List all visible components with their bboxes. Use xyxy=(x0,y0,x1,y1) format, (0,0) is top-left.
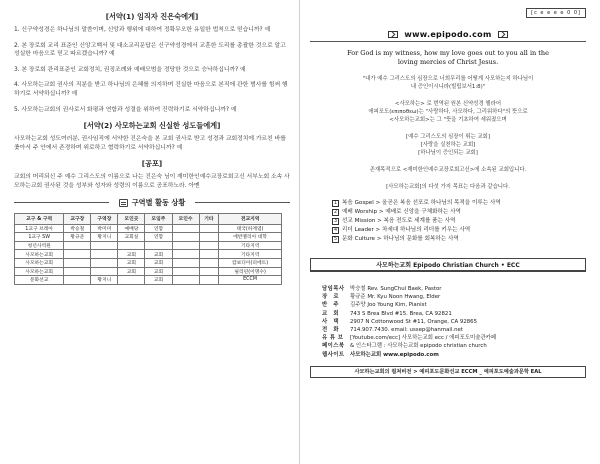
table-cell xyxy=(172,241,199,250)
desc-line: [하나님이 증인되는 교회] xyxy=(418,150,478,156)
info-value[interactable]: 714.907.7430. email: ussep@hanmail.net xyxy=(350,327,463,334)
info-key: 반 주 xyxy=(322,302,340,309)
info-value: 박승철 Rev. SungChul Baek, Pastor xyxy=(350,286,442,292)
info-row xyxy=(322,334,586,342)
info-value[interactable]: [Youtube.com/ecc] 사모하는교회 ecc / 에피포도미술관카페 xyxy=(350,335,497,342)
pledge1-item-4: 4. 사모하는교회 권사의 직분을 받고 하나님의 은혜를 의지하며 진실한 마음으로 본직에 관한 범사를 힘써 행하기로 서약하십니까? 예 xyxy=(14,82,288,97)
table-cell: 교회 xyxy=(118,258,145,267)
table-cell: 교회실 xyxy=(118,233,145,242)
desc-line: [사랑을 실천하는 교회] xyxy=(420,142,476,148)
table-cell: ECCM xyxy=(219,276,282,285)
info-value: 황규준 Mr. Kyu Noon Hwang, Elder xyxy=(350,294,441,301)
table-row xyxy=(15,276,282,285)
info-key: 전 화 xyxy=(322,327,340,334)
table-cell xyxy=(64,258,91,267)
table-cell: 사모하는교회 xyxy=(15,258,64,267)
vision-text: 복음 Gospel > 올곧은 복음 선포로 하나님의 목적을 이루는 사역 xyxy=(342,200,501,206)
list-item xyxy=(332,217,586,226)
table-cell: 문화선교 xyxy=(15,276,64,285)
info-value: 2907 N Cottonwood St #11, Orange, CA 92865 xyxy=(350,318,478,325)
col-header: 모인수 xyxy=(172,213,199,224)
table-row xyxy=(15,233,282,242)
website-value[interactable]: 사모하는교회 www.epipodo.com xyxy=(350,351,439,358)
info-key: 담임목사 xyxy=(322,286,345,292)
vision-intro: [사모하는교회]의 다섯 가지 목표는 다음과 같습니다. xyxy=(386,184,510,190)
col-header: 모임주 xyxy=(145,213,172,224)
pledge2-text: 사모하는교회 성도여러분, 권사임직에 서약한 진은숙을 본 교회 권사로 받고 성경과 교회정치에 가르친 바를 좇아서 주 안에서 존경하며 위로하고 협력하기로 서약하십니까? 예 xyxy=(14,136,286,151)
affiliation: 존재목적으로 <재미한인예수교장로회고신>에 소속된 교회입니다. xyxy=(369,167,527,173)
number-badge: 5 xyxy=(333,237,338,242)
number-badge: 4 xyxy=(333,228,338,233)
col-header: 전교지역 xyxy=(219,213,282,224)
table-row xyxy=(15,224,282,233)
list-item xyxy=(332,199,586,208)
table-cell: 캄보디아(피에트) xyxy=(219,258,282,267)
table-cell: 황지니 xyxy=(91,233,118,242)
bulletin-number: [c e e e e 0 0] xyxy=(526,8,586,18)
header-rule xyxy=(310,41,586,42)
table-row xyxy=(15,267,282,276)
table-cell: 교회 xyxy=(118,250,145,259)
info-value: & 인스타그램 : 사모하는교회 epipodo christian church xyxy=(350,343,487,350)
meaning-block xyxy=(310,100,586,124)
pledge1-title: [서약(1) 임직자 진은숙에게] xyxy=(105,12,199,21)
table-cell: 기타지역 xyxy=(219,250,282,259)
table-row xyxy=(15,250,282,259)
info-key: 사 택 xyxy=(322,318,340,325)
info-row xyxy=(322,310,586,318)
info-row xyxy=(322,326,586,334)
table-row xyxy=(15,241,282,250)
verse-korean xyxy=(310,75,586,91)
vision-text: 예배 Worship > 예배로 신앙을 구체화하는 사역 xyxy=(342,209,461,215)
table-cell xyxy=(118,276,145,285)
table-cell: 1교구 브레아 xyxy=(15,224,64,233)
table-cell xyxy=(64,276,91,285)
col-header: 모인곳 xyxy=(118,213,145,224)
info-row xyxy=(322,285,586,293)
table-cell xyxy=(172,233,199,242)
table-cell: 연합 xyxy=(145,233,172,242)
info-key: 유 튜 브 xyxy=(322,335,344,342)
website-link[interactable]: www.epipodo.com xyxy=(404,30,492,39)
table-cell: 박미미 xyxy=(91,224,118,233)
table-cell: 기타지역 xyxy=(219,241,282,250)
right-page xyxy=(300,0,600,464)
vision-text: 선교 Mission > 복음 전도로 세계를 품는 사역 xyxy=(342,218,456,224)
number-badge: 2 xyxy=(333,210,338,215)
table-cell xyxy=(199,258,219,267)
table-cell xyxy=(64,250,91,259)
info-value: 김주양 Joo Young Kim, Pianist xyxy=(350,302,427,309)
vision-text: 문화 Culture > 하나님의 문화를 회복하는 사역 xyxy=(342,236,459,242)
pledge1-item-5: 5. 사모하는교회의 권사로서 화평과 연합과 성결을 위하여 진력하기로 서약하십니까? 예 xyxy=(14,106,237,113)
table-cell: 에반젤리아 대학 xyxy=(219,233,282,242)
verse-ko-line: 내 증인이시니라(빌립보서1:8)" xyxy=(410,84,486,90)
table-cell: 사모하는교회 xyxy=(15,267,64,276)
table-cell: 필리핀(이명수) xyxy=(219,267,282,276)
col-header: 교구장 xyxy=(64,213,91,224)
notebook-icon xyxy=(119,199,128,207)
table-cell xyxy=(118,241,145,250)
verse-english xyxy=(310,49,586,67)
number-badge: 1 xyxy=(333,201,338,206)
info-row xyxy=(322,351,586,359)
table-cell: 사모하는교회 xyxy=(15,250,64,259)
pledge1-item-2: 2. 본 장로회 교리 표준인 신앙고백서 및 대소교리문답은 신구약성경에서 교훈한 도리를 총괄한 것으로 알고 성실한 마음으로 믿고 따르겠습니까? 예 xyxy=(14,42,286,58)
table-cell xyxy=(91,267,118,276)
table-cell: 교회 xyxy=(118,267,145,276)
pledge1-item-1: 1. 신구약성경은 하나님의 말씀이며, 신앙과 행위에 대하여 정확무오한 유일한 법칙으로 믿습니까? 예 xyxy=(14,27,271,33)
table-cell xyxy=(199,267,219,276)
table-cell xyxy=(199,250,219,259)
table-cell: 황규준 xyxy=(64,233,91,242)
info-key: 장 로 xyxy=(322,294,340,301)
verse-en-line: loving mercies of Christ Jesus. xyxy=(397,58,499,66)
info-row xyxy=(322,293,586,301)
church-name-banner: 사모하는교회 Epipodo Christian Church • ECC xyxy=(310,258,586,272)
church-info xyxy=(310,285,586,359)
table-cell xyxy=(91,241,118,250)
table-cell: 박승철 xyxy=(64,224,91,233)
vision-list xyxy=(310,199,586,244)
table-cell: 교회 xyxy=(145,250,172,259)
activity-header-row xyxy=(15,213,282,224)
website-header xyxy=(310,30,586,39)
col-header: 구역장 xyxy=(91,213,118,224)
table-cell xyxy=(199,241,219,250)
info-key: 교 회 xyxy=(322,310,340,317)
proclamation-text: 교회의 머리되신 주 예수 그리스도의 이름으로 나는 진은숙 님이 재미한인예수교장로회고신 서부노회 소속 사모하는교회 권사된 것을 성부와 성자와 성령의 이름으로 공포하노라. 아멘 xyxy=(14,174,290,189)
meaning-line: <사모하는교회>는 그 "뜻을 기초하여 세워졌으며 xyxy=(389,117,507,123)
heading-rule-right xyxy=(195,202,290,203)
col-header: 교구 & 구역 xyxy=(15,213,64,224)
table-row xyxy=(15,258,282,267)
culture-vision-footer: 사모하는교회의 컬쳐비전 > 예피포도문화선교 ECCM _ 예피포도예술과문학 EAL xyxy=(310,366,586,378)
info-row xyxy=(322,301,586,309)
info-value: 743 S Brea Blvd #15. Brea, CA 92821 xyxy=(350,310,452,317)
envelope-icon xyxy=(388,31,398,38)
table-cell xyxy=(91,250,118,259)
info-key: 페이스북 xyxy=(322,343,345,350)
table-cell xyxy=(172,267,199,276)
envelope-icon xyxy=(498,31,508,38)
table-cell xyxy=(172,250,199,259)
table-cell xyxy=(64,267,91,276)
table-cell: 1교구 SW xyxy=(15,233,64,242)
table-cell: 예배당 xyxy=(118,224,145,233)
verse-en-line: For God is my witness, how my love goes out to you all in the xyxy=(347,49,549,57)
desc-line: [예수 그리스도의 심장이 뛰는 교회] xyxy=(406,134,490,140)
activity-title: 구역별 활동 상황 xyxy=(131,197,186,207)
activity-heading xyxy=(14,198,290,208)
table-cell xyxy=(172,276,199,285)
table-cell: 황지니 xyxy=(91,276,118,285)
info-row xyxy=(322,342,586,350)
pledge2-title: [서약(2) 사모하는교회 신실한 성도들에게] xyxy=(83,121,221,131)
vision-text: 리더 Leader > 차세대 하나님의 리더를 키우는 사역 xyxy=(342,227,471,233)
table-cell xyxy=(172,224,199,233)
list-item xyxy=(332,226,586,235)
heading-rule-left xyxy=(14,202,109,203)
table-cell: 교회 xyxy=(145,276,172,285)
col-header: 기타 xyxy=(199,213,219,224)
meaning-line: 에피포도(επιποθεω)는 "사랑하다, 사모하다, 그리워하다"의 뜻으로 xyxy=(368,109,528,115)
table-cell: 청년사역원 xyxy=(15,241,64,250)
table-cell xyxy=(172,258,199,267)
proclamation-title: [공포] xyxy=(141,159,163,169)
table-cell xyxy=(145,241,172,250)
activity-table xyxy=(14,213,282,285)
number-badge: 3 xyxy=(333,219,338,224)
table-cell xyxy=(91,258,118,267)
table-cell: 교회 xyxy=(145,258,172,267)
list-item xyxy=(332,208,586,217)
table-cell xyxy=(64,241,91,250)
meaning-line: <사모하는> 로 번역된 원본 신약성경 헬라어 xyxy=(394,101,502,107)
info-row xyxy=(322,318,586,326)
table-cell xyxy=(199,276,219,285)
church-description xyxy=(310,133,586,157)
info-key: 웹사이트 xyxy=(322,351,345,358)
list-item xyxy=(332,235,586,244)
table-cell xyxy=(199,224,219,233)
table-cell xyxy=(199,233,219,242)
verse-ko-line: "내가 예수 그리스도의 심장으로 너희무리를 어떻게 사모하는지 하나님이 xyxy=(362,76,534,82)
pledge1-item-3: 3. 본 장로회 관리표준인 교회정치, 권징조례와 예배모범을 정당한 것으로 승낙하십니까? 예 xyxy=(14,66,246,73)
table-cell: 교회 xyxy=(145,267,172,276)
table-cell: 연합 xyxy=(145,224,172,233)
table-cell: 태국(하계엽) xyxy=(219,224,282,233)
